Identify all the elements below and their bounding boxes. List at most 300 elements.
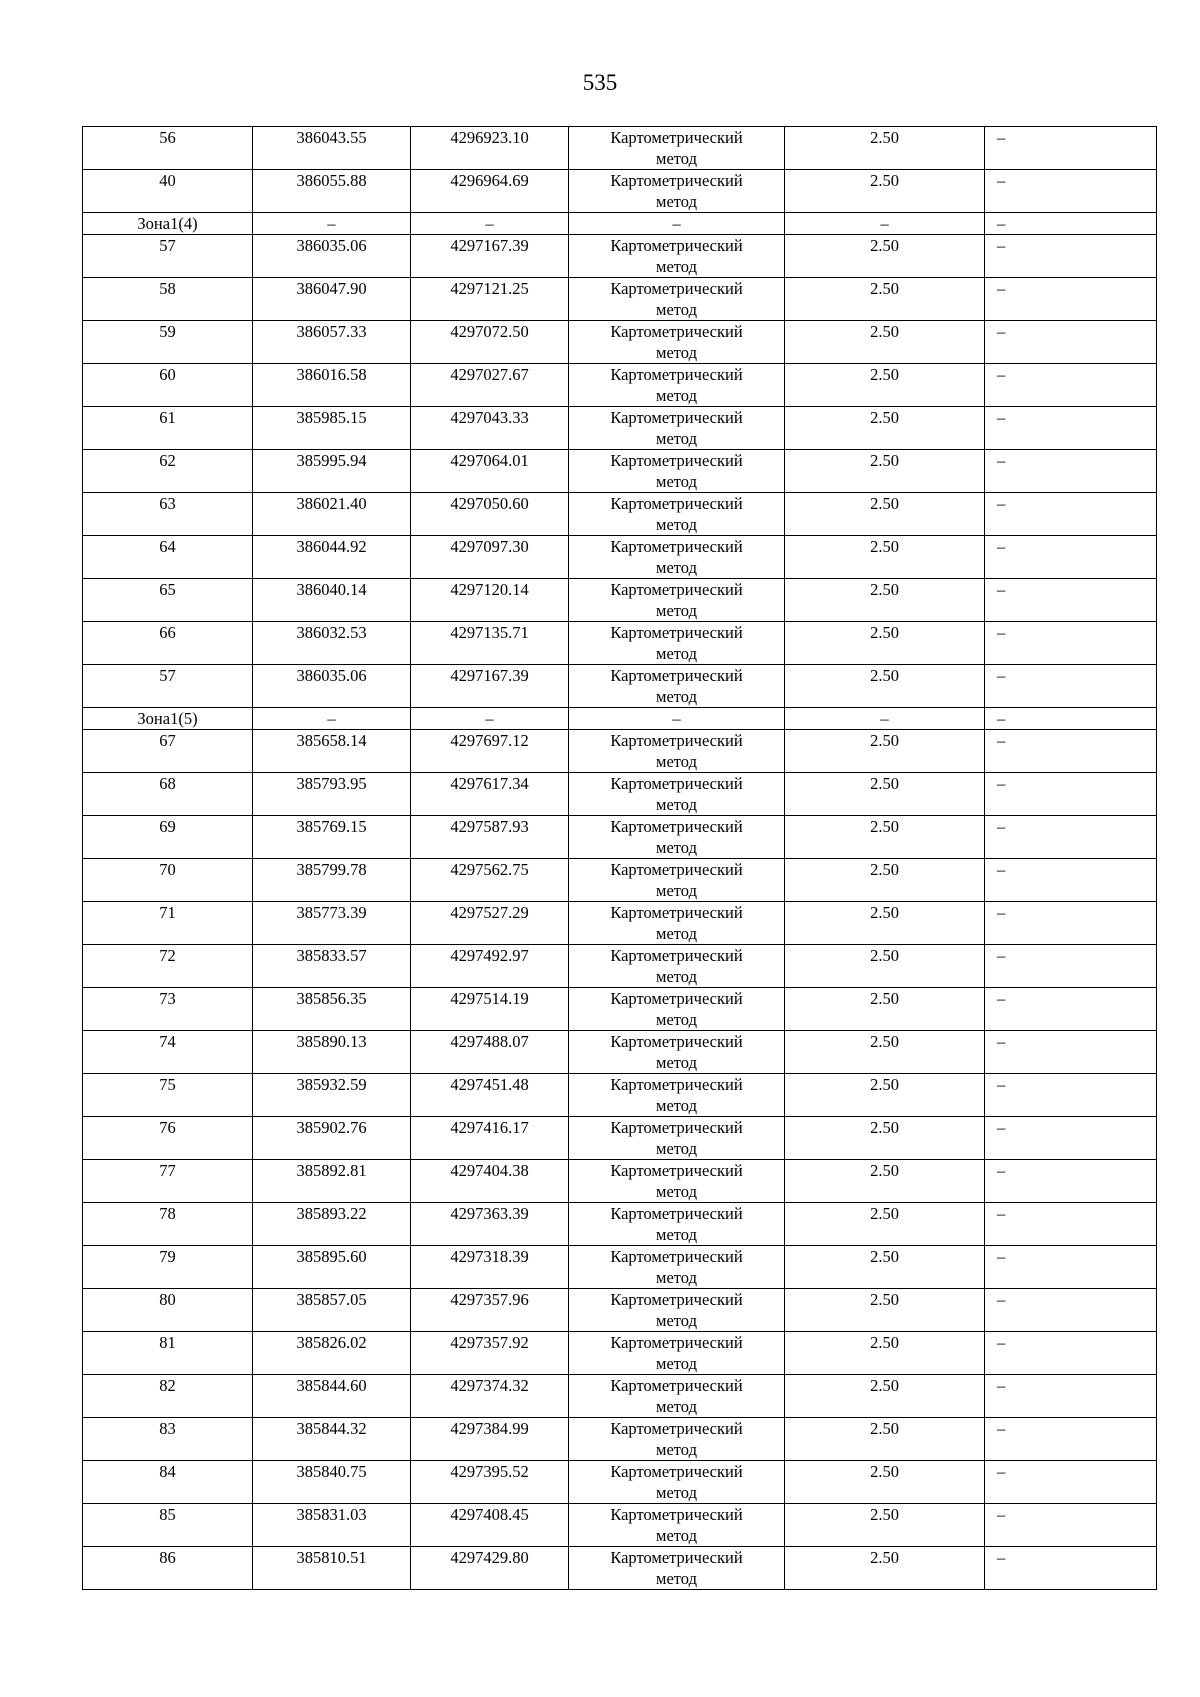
cell-text: 80	[159, 1290, 176, 1309]
point-number-cell	[83, 1332, 253, 1375]
cell-text: 385831.03	[296, 1505, 367, 1524]
accuracy-cell	[785, 902, 985, 945]
zone-header-row	[83, 708, 1157, 730]
cell-text: –	[997, 946, 1006, 965]
cell-text: 385769.15	[296, 817, 367, 836]
y-coordinate-cell	[411, 1160, 569, 1203]
method-cell	[569, 364, 785, 407]
page-number: 535	[582, 70, 618, 95]
cell-text: 2.50	[870, 1333, 899, 1352]
method-cell	[569, 773, 785, 816]
cell-text: 4297135.71	[450, 623, 529, 642]
zone-header-row	[83, 213, 1157, 235]
y-coordinate-cell	[411, 213, 569, 235]
cell-text: 385985.15	[296, 408, 367, 427]
method-line-2: метод	[656, 1010, 697, 1029]
description-cell	[985, 1461, 1157, 1504]
cell-text: 61	[159, 408, 176, 427]
description-cell	[985, 1375, 1157, 1418]
x-coordinate-cell	[253, 1332, 411, 1375]
cell-text: 385799.78	[296, 860, 367, 879]
cell-text: 74	[159, 1032, 176, 1051]
description-cell	[985, 579, 1157, 622]
y-coordinate-cell	[411, 235, 569, 278]
cell-text: 386032.53	[296, 623, 367, 642]
x-coordinate-cell	[253, 1074, 411, 1117]
point-number-cell	[83, 364, 253, 407]
cell-text: 2.50	[870, 451, 899, 470]
method-cell	[569, 493, 785, 536]
point-number-cell	[83, 579, 253, 622]
x-coordinate-cell	[253, 1031, 411, 1074]
cell-text: 4297562.75	[450, 860, 529, 879]
accuracy-cell	[785, 321, 985, 364]
method-line-1: Картометрический	[610, 171, 743, 190]
point-number-cell	[83, 235, 253, 278]
table-row	[83, 1418, 1157, 1461]
method-line-1: Картометрический	[610, 946, 743, 965]
method-cell	[569, 278, 785, 321]
y-coordinate-cell	[411, 773, 569, 816]
cell-text: 4297488.07	[450, 1032, 529, 1051]
method-line-2: метод	[656, 472, 697, 491]
method-cell	[569, 1160, 785, 1203]
cell-text: 81	[159, 1333, 176, 1352]
cell-text: 2.50	[870, 365, 899, 384]
accuracy-cell	[785, 235, 985, 278]
cell-text: 4296923.10	[450, 128, 529, 147]
accuracy-cell	[785, 1332, 985, 1375]
cell-text: Зона1(4)	[137, 214, 198, 233]
cell-text: 4297121.25	[450, 279, 529, 298]
cell-text: 386040.14	[296, 580, 367, 599]
cell-text: 4297395.52	[450, 1462, 529, 1481]
y-coordinate-cell	[411, 988, 569, 1031]
description-cell	[985, 1332, 1157, 1375]
cell-text: 385902.76	[296, 1118, 367, 1137]
cell-text: 70	[159, 860, 176, 879]
cell-text: 73	[159, 989, 176, 1008]
method-cell	[569, 1246, 785, 1289]
method-cell	[569, 1461, 785, 1504]
table-row	[83, 859, 1157, 902]
cell-text: 385857.05	[296, 1290, 367, 1309]
cell-text: 2.50	[870, 1505, 899, 1524]
cell-text: –	[997, 365, 1006, 384]
method-line-2: метод	[656, 1182, 697, 1201]
table-row	[83, 1547, 1157, 1590]
point-number-cell	[83, 1203, 253, 1246]
cell-text: 2.50	[870, 903, 899, 922]
x-coordinate-cell	[253, 665, 411, 708]
cell-text: 2.50	[870, 817, 899, 836]
cell-text: 385932.59	[296, 1075, 367, 1094]
description-cell	[985, 213, 1157, 235]
cell-text: –	[997, 537, 1006, 556]
method-line-2: метод	[656, 752, 697, 771]
cell-text: 2.50	[870, 408, 899, 427]
cell-text: 68	[159, 774, 176, 793]
x-coordinate-cell	[253, 816, 411, 859]
cell-text: 2.50	[870, 236, 899, 255]
method-line-2: метод	[656, 1483, 697, 1502]
cell-text: 2.50	[870, 1290, 899, 1309]
y-coordinate-cell	[411, 321, 569, 364]
x-coordinate-cell	[253, 407, 411, 450]
y-coordinate-cell	[411, 1461, 569, 1504]
cell-text: –	[997, 1032, 1006, 1051]
cell-text: 2.50	[870, 1161, 899, 1180]
method-cell	[569, 579, 785, 622]
accuracy-cell	[785, 1504, 985, 1547]
cell-text: 2.50	[870, 1548, 899, 1567]
accuracy-cell	[785, 536, 985, 579]
y-coordinate-cell	[411, 579, 569, 622]
cell-text: –	[997, 322, 1006, 341]
method-line-1: Картометрический	[610, 774, 743, 793]
x-coordinate-cell	[253, 988, 411, 1031]
cell-text: 2.50	[870, 1419, 899, 1438]
cell-text: –	[997, 1161, 1006, 1180]
cell-text: 2.50	[870, 1204, 899, 1223]
method-line-1: Картометрический	[610, 365, 743, 384]
method-line-1: Картометрический	[610, 1075, 743, 1094]
cell-text: –	[997, 1204, 1006, 1223]
method-cell	[569, 988, 785, 1031]
y-coordinate-cell	[411, 902, 569, 945]
cell-text: 386055.88	[296, 171, 367, 190]
cell-text: 86	[159, 1548, 176, 1567]
accuracy-cell	[785, 730, 985, 773]
cell-text: 2.50	[870, 989, 899, 1008]
x-coordinate-cell	[253, 730, 411, 773]
method-line-1: Картометрический	[610, 1548, 743, 1567]
accuracy-cell	[785, 1461, 985, 1504]
method-line-2: метод	[656, 601, 697, 620]
cell-text: 4297587.93	[450, 817, 529, 836]
description-cell	[985, 407, 1157, 450]
point-number-cell	[83, 1289, 253, 1332]
method-line-2: метод	[656, 192, 697, 211]
cell-text: 385840.75	[296, 1462, 367, 1481]
cell-text: 79	[159, 1247, 176, 1266]
cell-text: –	[327, 709, 336, 728]
description-cell	[985, 1418, 1157, 1461]
cell-text: –	[997, 279, 1006, 298]
table-row	[83, 1461, 1157, 1504]
method-line-1: Картометрический	[610, 1419, 743, 1438]
cell-text: 385893.22	[296, 1204, 367, 1223]
method-cell	[569, 730, 785, 773]
x-coordinate-cell	[253, 536, 411, 579]
y-coordinate-cell	[411, 407, 569, 450]
y-coordinate-cell	[411, 1117, 569, 1160]
method-line-1: Картометрический	[610, 537, 743, 556]
method-cell	[569, 1547, 785, 1590]
method-line-1: Картометрический	[610, 494, 743, 513]
table-row	[83, 1504, 1157, 1547]
cell-text: 2.50	[870, 279, 899, 298]
point-number-cell	[83, 407, 253, 450]
cell-text: 4297357.92	[450, 1333, 529, 1352]
cell-text: 57	[159, 666, 176, 685]
cell-text: 385658.14	[296, 731, 367, 750]
x-coordinate-cell	[253, 170, 411, 213]
x-coordinate-cell	[253, 1418, 411, 1461]
table-row	[83, 1117, 1157, 1160]
method-line-1: Картометрический	[610, 860, 743, 879]
accuracy-cell	[785, 708, 985, 730]
y-coordinate-cell	[411, 1375, 569, 1418]
cell-text: –	[485, 709, 494, 728]
x-coordinate-cell	[253, 364, 411, 407]
y-coordinate-cell	[411, 1418, 569, 1461]
cell-text: 2.50	[870, 946, 899, 965]
y-coordinate-cell	[411, 708, 569, 730]
cell-text: 72	[159, 946, 176, 965]
point-number-cell	[83, 988, 253, 1031]
cell-text: 83	[159, 1419, 176, 1438]
cell-text: 65	[159, 580, 176, 599]
point-number-cell	[83, 773, 253, 816]
y-coordinate-cell	[411, 1504, 569, 1547]
x-coordinate-cell	[253, 902, 411, 945]
cell-text: –	[672, 214, 681, 233]
description-cell	[985, 1246, 1157, 1289]
point-number-cell	[83, 170, 253, 213]
method-line-2: метод	[656, 795, 697, 814]
table-row	[83, 170, 1157, 213]
table-row	[83, 1203, 1157, 1246]
cell-text: 4297514.19	[450, 989, 529, 1008]
cell-text: 67	[159, 731, 176, 750]
method-cell	[569, 321, 785, 364]
method-cell	[569, 536, 785, 579]
method-line-2: метод	[656, 644, 697, 663]
table-row	[83, 364, 1157, 407]
cell-text: 2.50	[870, 580, 899, 599]
cell-text: 63	[159, 494, 176, 513]
table-row	[83, 1160, 1157, 1203]
cell-text: 57	[159, 236, 176, 255]
method-line-1: Картометрический	[610, 1247, 743, 1266]
method-line-1: Картометрический	[610, 451, 743, 470]
method-line-2: метод	[656, 1096, 697, 1115]
cell-text: 76	[159, 1118, 176, 1137]
description-cell	[985, 493, 1157, 536]
cell-text: 2.50	[870, 1247, 899, 1266]
cell-text: 2.50	[870, 1462, 899, 1481]
description-cell	[985, 622, 1157, 665]
cell-text: 4297097.30	[450, 537, 529, 556]
method-cell	[569, 213, 785, 235]
table-row	[83, 1031, 1157, 1074]
x-coordinate-cell	[253, 773, 411, 816]
accuracy-cell	[785, 1246, 985, 1289]
cell-text: 4297384.99	[450, 1419, 529, 1438]
method-line-1: Картометрический	[610, 1462, 743, 1481]
cell-text: –	[997, 709, 1006, 728]
description-cell	[985, 665, 1157, 708]
y-coordinate-cell	[411, 127, 569, 170]
cell-text: –	[880, 709, 889, 728]
accuracy-cell	[785, 213, 985, 235]
x-coordinate-cell	[253, 1289, 411, 1332]
table-row	[83, 622, 1157, 665]
method-line-1: Картометрический	[610, 1376, 743, 1395]
cell-text: 58	[159, 279, 176, 298]
accuracy-cell	[785, 364, 985, 407]
cell-text: 2.50	[870, 494, 899, 513]
table-row	[83, 493, 1157, 536]
description-cell	[985, 536, 1157, 579]
cell-text: –	[672, 709, 681, 728]
cell-text: 85	[159, 1505, 176, 1524]
point-number-cell	[83, 708, 253, 730]
point-number-cell	[83, 1418, 253, 1461]
point-number-cell	[83, 536, 253, 579]
cell-text: –	[997, 1290, 1006, 1309]
method-line-2: метод	[656, 1053, 697, 1072]
cell-text: 386035.06	[296, 666, 367, 685]
cell-text: 69	[159, 817, 176, 836]
accuracy-cell	[785, 622, 985, 665]
description-cell	[985, 1160, 1157, 1203]
point-number-cell	[83, 321, 253, 364]
x-coordinate-cell	[253, 1375, 411, 1418]
method-line-2: метод	[656, 881, 697, 900]
accuracy-cell	[785, 1203, 985, 1246]
accuracy-cell	[785, 665, 985, 708]
method-cell	[569, 235, 785, 278]
table-row	[83, 1289, 1157, 1332]
description-cell	[985, 1504, 1157, 1547]
cell-text: –	[997, 1505, 1006, 1524]
cell-text: –	[997, 1075, 1006, 1094]
x-coordinate-cell	[253, 708, 411, 730]
y-coordinate-cell	[411, 859, 569, 902]
accuracy-cell	[785, 1547, 985, 1590]
x-coordinate-cell	[253, 450, 411, 493]
cell-text: 4297527.29	[450, 903, 529, 922]
method-cell	[569, 1504, 785, 1547]
description-cell	[985, 816, 1157, 859]
method-cell	[569, 407, 785, 450]
point-number-cell	[83, 859, 253, 902]
cell-text: 4296964.69	[450, 171, 529, 190]
cell-text: 2.50	[870, 128, 899, 147]
description-cell	[985, 364, 1157, 407]
method-cell	[569, 708, 785, 730]
cell-text: 385826.02	[296, 1333, 367, 1352]
cell-text: –	[997, 1462, 1006, 1481]
y-coordinate-cell	[411, 1547, 569, 1590]
table-row	[83, 665, 1157, 708]
cell-text: 2.50	[870, 1118, 899, 1137]
method-line-2: метод	[656, 1139, 697, 1158]
cell-text: –	[997, 817, 1006, 836]
x-coordinate-cell	[253, 213, 411, 235]
accuracy-cell	[785, 1289, 985, 1332]
y-coordinate-cell	[411, 450, 569, 493]
method-cell	[569, 1074, 785, 1117]
method-line-1: Картометрический	[610, 279, 743, 298]
description-cell	[985, 1547, 1157, 1590]
cell-text: –	[997, 580, 1006, 599]
table-row	[83, 730, 1157, 773]
cell-text: –	[997, 1118, 1006, 1137]
cell-text: –	[997, 214, 1006, 233]
y-coordinate-cell	[411, 665, 569, 708]
method-line-2: метод	[656, 1526, 697, 1545]
method-cell	[569, 1375, 785, 1418]
method-line-1: Картометрический	[610, 1505, 743, 1524]
cell-text: 4297617.34	[450, 774, 529, 793]
cell-text: 385995.94	[296, 451, 367, 470]
x-coordinate-cell	[253, 1547, 411, 1590]
method-line-2: метод	[656, 343, 697, 362]
method-line-1: Картометрический	[610, 1032, 743, 1051]
cell-text: 4297374.32	[450, 1376, 529, 1395]
x-coordinate-cell	[253, 1246, 411, 1289]
y-coordinate-cell	[411, 1203, 569, 1246]
cell-text: 385892.81	[296, 1161, 367, 1180]
cell-text: –	[327, 214, 336, 233]
accuracy-cell	[785, 1074, 985, 1117]
cell-text: 4297167.39	[450, 666, 529, 685]
cell-text: 4297451.48	[450, 1075, 529, 1094]
cell-text: –	[997, 494, 1006, 513]
point-number-cell	[83, 1547, 253, 1590]
cell-text: 64	[159, 537, 176, 556]
cell-text: –	[997, 451, 1006, 470]
y-coordinate-cell	[411, 170, 569, 213]
cell-text: 4297408.45	[450, 1505, 529, 1524]
point-number-cell	[83, 1246, 253, 1289]
cell-text: 77	[159, 1161, 176, 1180]
description-cell	[985, 945, 1157, 988]
cell-text: 4297167.39	[450, 236, 529, 255]
y-coordinate-cell	[411, 1246, 569, 1289]
y-coordinate-cell	[411, 278, 569, 321]
method-line-2: метод	[656, 558, 697, 577]
y-coordinate-cell	[411, 945, 569, 988]
cell-text: 385856.35	[296, 989, 367, 1008]
method-line-2: метод	[656, 257, 697, 276]
cell-text: 56	[159, 128, 176, 147]
description-cell	[985, 278, 1157, 321]
method-line-1: Картометрический	[610, 1204, 743, 1223]
accuracy-cell	[785, 1375, 985, 1418]
cell-text: 4297404.38	[450, 1161, 529, 1180]
cell-text: 2.50	[870, 774, 899, 793]
point-number-cell	[83, 1504, 253, 1547]
cell-text: 2.50	[870, 1376, 899, 1395]
x-coordinate-cell	[253, 859, 411, 902]
description-cell	[985, 988, 1157, 1031]
method-cell	[569, 1289, 785, 1332]
method-cell	[569, 902, 785, 945]
description-cell	[985, 127, 1157, 170]
cell-text: 2.50	[870, 666, 899, 685]
cell-text: –	[997, 989, 1006, 1008]
cell-text: –	[997, 1376, 1006, 1395]
accuracy-cell	[785, 859, 985, 902]
method-line-1: Картометрический	[610, 322, 743, 341]
cell-text: 60	[159, 365, 176, 384]
description-cell	[985, 902, 1157, 945]
table-row	[83, 1375, 1157, 1418]
